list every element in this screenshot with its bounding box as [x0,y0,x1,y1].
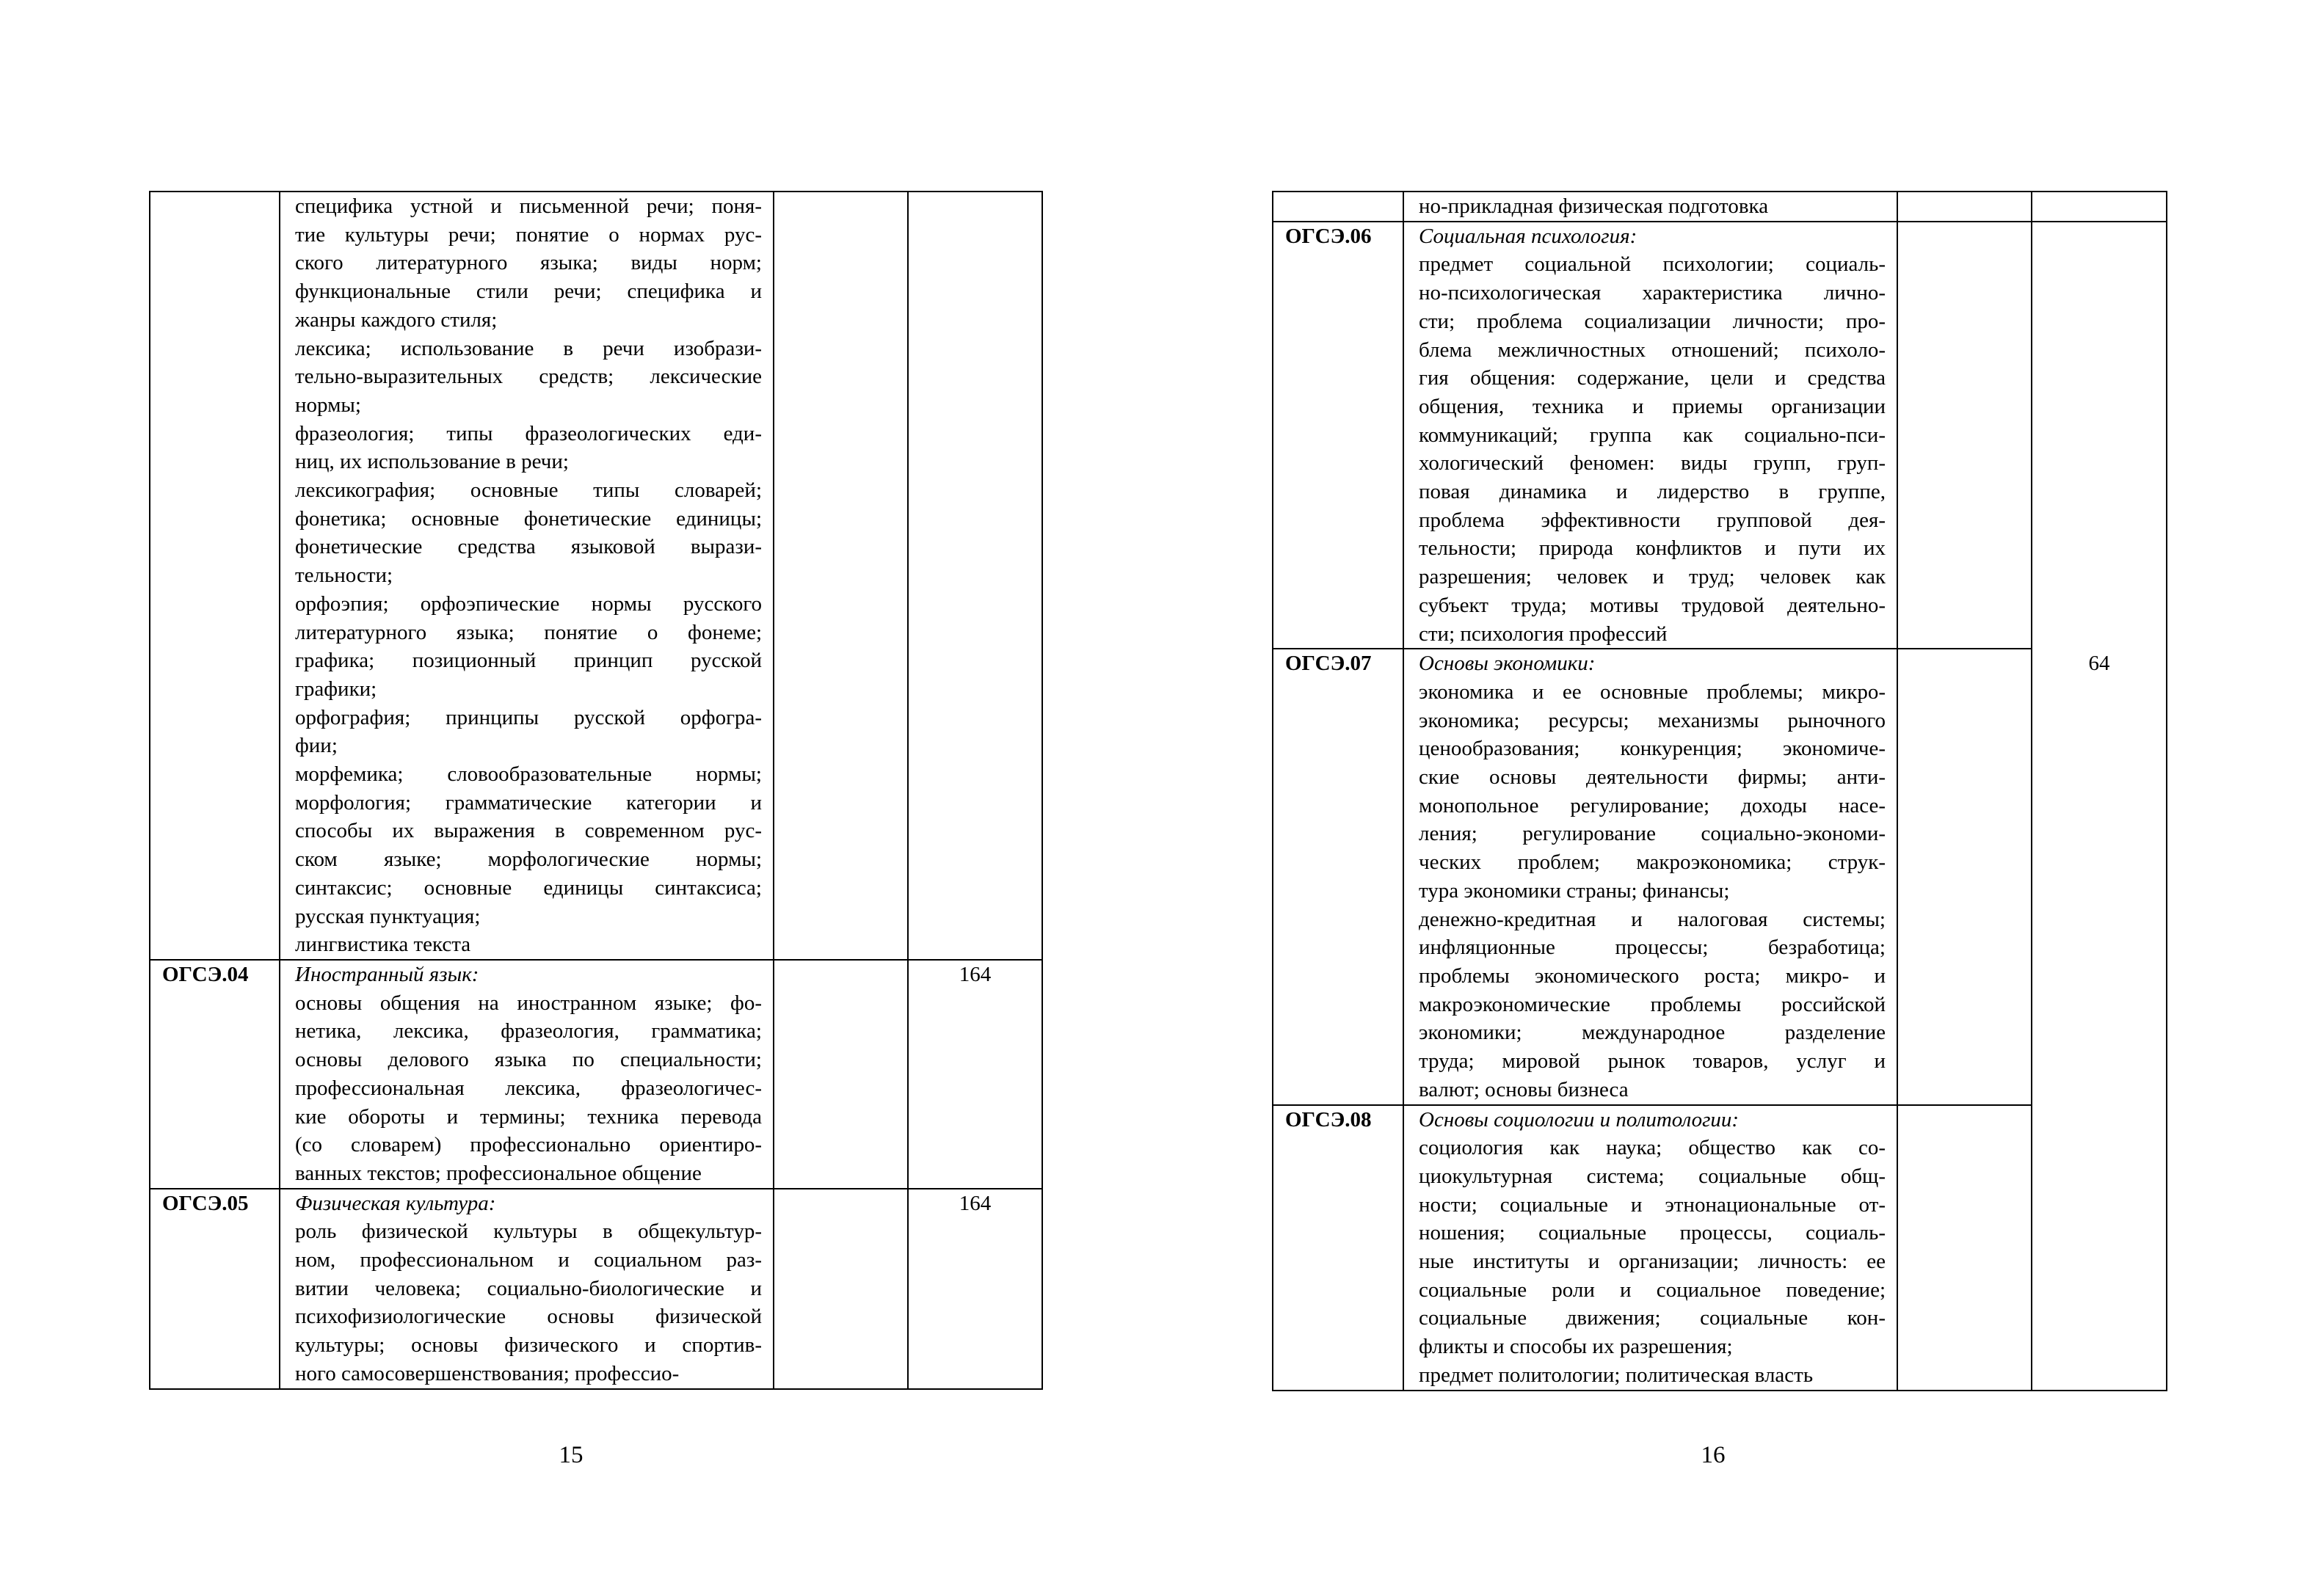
description-line: предмет политологии; политическая власть [1419,1363,1814,1387]
empty-cell [1897,222,2032,649]
description-line: инфляционные процессы; безработица; [1419,936,1886,960]
description-line: ского литературного языка; виды норм; [295,251,762,275]
description-line: русская пунктуация; [295,904,481,928]
description-line: монопольное регулирование; доходы насе- [1419,793,1886,817]
description-line: общения, техника и приемы организации [1419,394,1886,418]
discipline-title: Основы социологии и политологии: [1419,1107,1740,1132]
description-line: труда; мировой рынок товаров, услуг и [1419,1049,1886,1074]
description-line: ванных текстов; профессиональное общение [295,1161,702,1185]
description-line: лингвистика текста [295,933,471,957]
description-line: фонетические средства языковой вырази- [295,535,762,559]
discipline-title: Иностранный язык: [295,962,479,986]
description-line: денежно-кредитная и налоговая системы; [1419,907,1886,931]
discipline-code [1273,192,1403,222]
description-line: макроэкономические проблемы российской [1419,992,1886,1016]
description-line: специфика устной и письменной речи; поня- [295,194,762,218]
curriculum-table-left [149,191,1043,1390]
discipline-description [280,1189,774,1389]
description-line: социальные движения; социальные кон- [1419,1306,1886,1330]
discipline-description [1403,222,1897,649]
empty-cell [774,1189,908,1389]
description-line: витии человека; социально-биологические и [295,1276,762,1300]
description-line: культуры; основы физического и спортив- [295,1333,762,1358]
description-line: ские основы деятельности фирмы; анти- [1419,765,1886,790]
discipline-description [280,192,774,960]
description-line: морфемика; словообразовательные нормы; [295,762,762,787]
description-line: кие обороты и термины; техника перевода [295,1104,762,1129]
description-line: проблемы экономического роста; микро- и [1419,963,1886,988]
description-line: фразеология; типы фразеологических еди- [295,421,762,445]
page-number: 16 [1701,1442,1726,1468]
description-line: ношения; социальные процессы, социаль- [1419,1221,1886,1245]
description-line: синтаксис; основные единицы синтаксиса; [295,875,762,900]
description-line: орфоэпия; орфоэпические нормы русского [295,591,762,616]
curriculum-table-right [1272,191,2167,1391]
description-line: тельности; природа конфликтов и пути их [1419,536,1886,561]
description-line: способы их выражения в современном рус- [295,819,762,843]
description-line: фонетика; основные фонетические единицы; [295,506,762,531]
description-line: социальные роли и социальное поведение; [1419,1278,1886,1302]
discipline-code: ОГСЭ.08 [1273,1105,1403,1391]
description-line: ческих проблем; макроэкономика; струк- [1419,850,1886,875]
empty-cell [1897,192,2032,222]
discipline-description [1403,649,1897,1104]
discipline-code: ОГСЭ.05 [150,1189,280,1389]
description-line: орфография; принципы русской орфогра- [295,705,762,729]
discipline-code: ОГСЭ.04 [150,960,280,1189]
description-line: ском языке; морфологические нормы; [295,848,762,872]
description-line: сти; проблема социализации личности; про- [1419,309,1886,333]
description-line: лексика; использование в речи изобрази- [295,336,762,360]
description-line: психофизиологические основы физической [295,1305,762,1329]
empty-cell [2032,192,2167,222]
empty-cell [1897,649,2032,1104]
discipline-code: ОГСЭ.06 [1273,222,1403,649]
table-row [1273,192,2167,222]
empty-cell [774,192,908,960]
description-line: проблема эффективности групповой дея- [1419,508,1886,532]
description-line: функциональные стили речи; специфика и [295,280,762,304]
description-line: социология как наука; общество как со- [1419,1136,1886,1160]
description-line: блема межличностных отношений; психоло- [1419,338,1886,362]
description-line: (со словарем) профессионально ориентиро- [295,1133,762,1157]
description-line: нормы; [295,393,361,417]
description-line: ценообразования; конкуренция; экономиче- [1419,737,1886,761]
discipline-title: Физическая культура: [295,1191,496,1215]
hours-cell: 164 [908,960,1042,1189]
description-line: фии; [295,734,338,758]
empty-cell [1897,1105,2032,1391]
description-line: разрешения; человек и труд; человек как [1419,565,1886,589]
description-line: экономика; ресурсы; механизмы рыночного [1419,708,1886,732]
discipline-description [1403,192,1897,222]
table-row [150,192,1042,960]
description-line: графика; позиционный принцип русской [295,649,762,673]
description-line: тельно-выразительных средств; лексические [295,365,762,389]
description-line: графики; [295,677,377,701]
discipline-code [150,192,280,960]
description-line: экономика и ее основные проблемы; микро- [1419,679,1886,704]
description-line: циокультурная система; социальные общ- [1419,1164,1886,1188]
description-line: коммуникаций; группа как социально-пси- [1419,423,1886,447]
description-line: фликты и способы их разрешения; [1419,1335,1733,1359]
description-line: морфология; грамматические категории и [295,790,762,815]
description-line: жанры каждого стиля; [295,307,498,332]
description-line: субъект труда; мотивы трудовой деятельно- [1419,593,1886,617]
description-line: профессиональная лексика, фразеологичес- [295,1076,762,1100]
table-row [150,1189,1042,1389]
description-line: экономики; международное разделение [1419,1021,1886,1045]
description-line: валют; основы бизнеса [1419,1077,1629,1101]
hours-cell [2032,222,2167,1391]
description-line: роль физической культуры в общекультур- [295,1220,762,1244]
discipline-title: Социальная психология: [1419,224,1637,248]
description-line: основы общения на иностранном языке; фо- [295,991,762,1015]
description-line: тие культуры речи; понятие о нормах рус- [295,222,762,247]
description-line: повая динамика и лидерство в группе, [1419,480,1886,504]
description-line: основы делового языка по специальности; [295,1048,762,1072]
right-page [1156,0,2312,1596]
hours-value: 64 [2088,652,2110,676]
description-line: лексикография; основные типы словарей; [295,478,762,503]
description-line: ные институты и организации; личность: ее [1419,1250,1886,1274]
table-row [1273,222,2167,649]
description-line: но-психологическая характеристика лично- [1419,281,1886,305]
description-line: литературного языка; понятие о фонеме; [295,620,762,644]
description-line: ного самосовершенствования; профессио- [295,1361,680,1385]
description-line: тура экономики страны; финансы; [1419,878,1730,903]
description-line: но-прикладная физическая подготовка [1419,194,1769,218]
description-line: тельности; [295,564,393,588]
discipline-title: Основы экономики: [1419,652,1596,676]
discipline-code: ОГСЭ.07 [1273,649,1403,1104]
discipline-description [280,960,774,1189]
description-line: хологический феномен: виды групп, груп- [1419,451,1886,475]
description-line: ном, профессиональном и социальном раз- [295,1248,762,1272]
empty-cell [774,960,908,1189]
description-line: нетика, лексика, фразеология, грамматика; [295,1019,762,1043]
table-row [150,960,1042,1189]
description-line: ниц, их использование в речи; [295,450,569,474]
hours-cell [908,192,1042,960]
description-line: ления; регулирование социально-экономи- [1419,822,1886,846]
hours-cell: 164 [908,1189,1042,1389]
description-line: ности; социальные и этнонациональные от- [1419,1192,1886,1217]
description-line: гия общения: содержание, цели и средства [1419,366,1886,390]
description-line: предмет социальной психологии; социаль- [1419,252,1886,277]
page-number: 15 [559,1442,584,1468]
description-line: сти; психология профессий [1419,622,1668,646]
discipline-description [1403,1105,1897,1391]
